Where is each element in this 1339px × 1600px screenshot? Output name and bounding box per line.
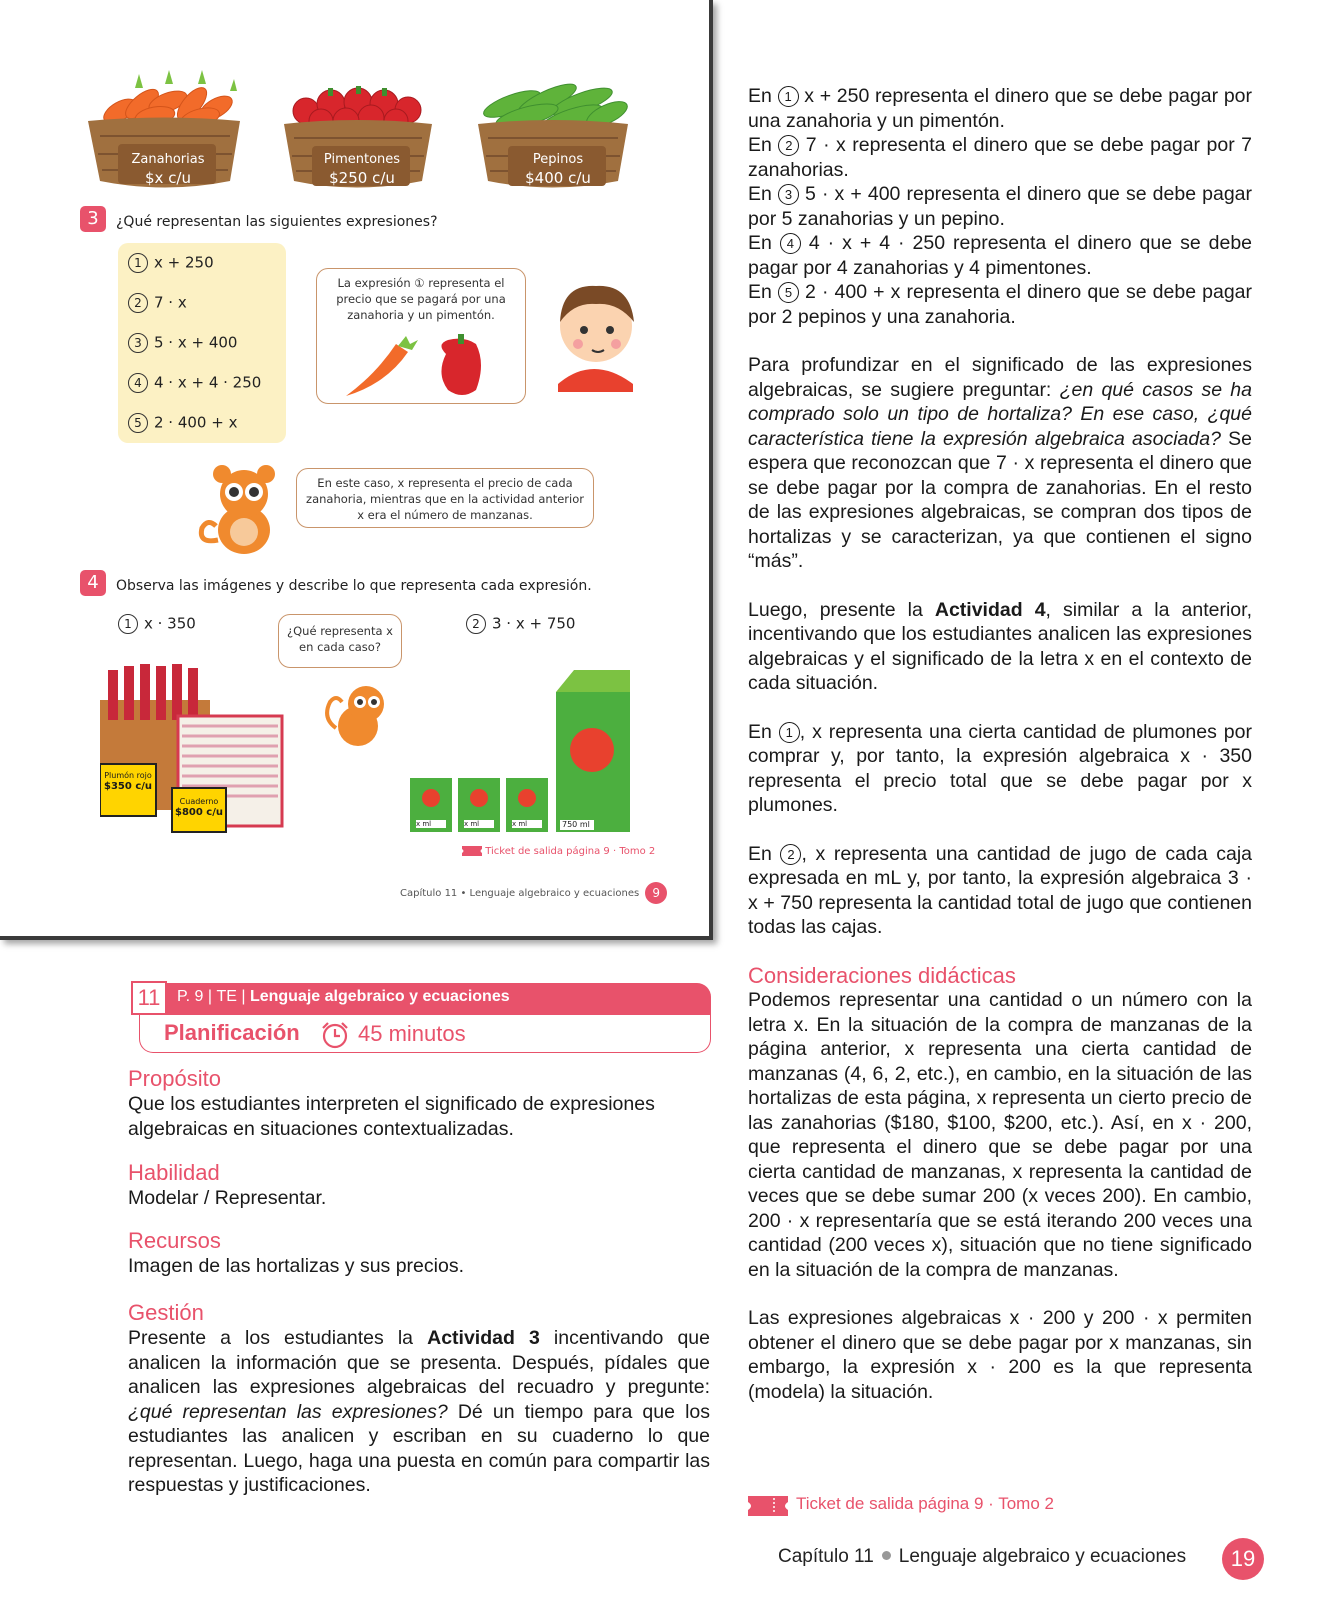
planning-header [131,983,711,1059]
basket-label-pimentones: Pimentones $250 c/u [323,152,401,187]
chapter-number: 11 [131,981,167,1015]
activity-4-expression-2: 2 3 · x + 750 [466,614,575,634]
right-column [748,84,1252,1404]
page-footer [778,1538,1268,1580]
expressions-box [118,243,286,443]
ticket-icon [748,1496,788,1516]
ticket-text: Ticket de salida página 9 · Tomo 2 [796,1494,1054,1513]
paragraph-profundizar: Para profundizar en el significado de las expresiones algebraicas, se sugiere preguntar: ¿en qué casos se ha comprado solo un tipo de hortaliza? En ese caso, ¿qué característica tiene la expresión algebraica asociada? Se espera que reconozcan que 7 · x representa el dinero que se debe pagar por la compra de zanahorias. En el resto de las expresiones algebraicas, se compran dos tipos de hortalizas y se caracterizan, ya que contienen el signo “más”. [748,354,1252,572]
activity-3-question: ¿Qué representan las siguientes expresiones? [116,214,438,230]
proposito-body: Que los estudiantes interpreten el significado de expresiones algebraicas en situaciones contextualizadas. [128,1093,655,1140]
planning-meta: P. 9 | TE | Lenguaje algebraico y ecuaciones [177,988,510,1005]
paragraph-expression-2: En 2 , x representa una cantidad de jugo de cada caja expresada en mL y, por tanto, la expresión algebraica 3 · x + 750 representa la cantidad total de jugo que contienen todas las cajas. [748,842,1253,938]
basket-label-zanahorias: Zanahorias $x c/u [131,152,205,187]
consideraciones-heading: Consideraciones didácticas [748,962,1016,988]
carrot-pepper-icon [336,334,516,400]
item-1: En 1 x + 250 representa el dinero que se debe pagar por una zanahoria y un pimentón. [748,85,1253,132]
juice-small-label-1: x ml [416,820,432,828]
proposito-heading: Propósito [128,1066,221,1091]
recursos-body: Imagen de las hortalizas y sus precios. [128,1255,464,1277]
speech-bubble-expression-1: La expresión ① representa el precio que se pagará por una zanahoria y un pimentón. [316,268,526,404]
planning-top-bar [131,983,711,1015]
page-number: 19 [1222,1538,1264,1580]
basket-label-pepinos: Pepinos $400 c/u [525,152,591,187]
activity-4-expression-1: 1 x · 350 [118,614,196,634]
habilidad-body: Modelar / Representar. [128,1187,327,1209]
tag-plumon: Plumón rojo $350 c/u [104,771,153,792]
alarm-clock-icon [320,1021,350,1049]
activity-3-number: 3 [80,206,106,232]
item-4: En 4 4 · x + 4 · 250 representa el dinero que se debe pagar por 4 zanahorias y 4 pimentones. [748,232,1253,279]
juice-small-label-3: x ml [512,820,528,828]
planning-title: Planificación [164,1020,300,1045]
expression-5: 5 2 · 400 + x [128,413,237,433]
juice-small-label-2: x ml [464,820,480,828]
monkey-character-icon [322,668,398,758]
item-2: En 2 7 · x representa el dinero que se debe pagar por 7 zanahorias. [748,134,1252,181]
expression-2: 2 7 · x [128,293,187,313]
habilidad-heading: Habilidad [128,1160,220,1185]
planning-bottom-bar [139,1015,711,1053]
activity-4-number: 4 [80,570,106,596]
tarsier-character-icon [194,460,290,558]
consideraciones-body: Podemos representar una cantidad o un número con la letra x. En la situación de la compra de manzanas de la página anterior, x representa una cierta cantidad de manzanas (4, 6, 2, etc.), en cambio, en la situación de las hortalizas de esta página, x representa un cierto precio de las zanahorias ($180, $100, $200, etc.). Así, en x · 200, que representa el dinero que se debe pagar por una cierta cantidad de manzanas, x representa la cantidad de veces que se debe sumar 200 (x veces 200). En cambio, 200 · x representaría que se está iterando 200 veces una cantidad (200 veces x), situación que no tiene significado en la situación de la compra de manzanas. [748,989,1252,1281]
speech-bubble-x-meaning: En este caso, x representa el precio de cada zanahoria, mientras que en la actividad anterior x era el número de manzanas. [296,468,594,528]
tag-cuaderno: Cuaderno $800 c/u [174,797,223,818]
juice-large-label: 750 ml [562,820,590,829]
footer-text: Capítulo 11 Lenguaje algebraico y ecuaciones [778,1546,1187,1567]
final-paragraph: Las expresiones algebraicas x · 200 y 200 · x permiten obtener el dinero que se debe pagar por x manzanas, sin embargo, la expresión x · 200 es la que representa (modela) la situación. [748,1307,1252,1403]
item-3: En 3 5 · x + 400 representa el dinero que se debe pagar por 5 zanahorias y un pepino. [748,183,1252,230]
speech-bubble-question: ¿Qué representa x en cada caso? [278,614,402,668]
expression-4: 4 4 · x + 4 · 250 [128,373,261,393]
student-footer: Capítulo 11 • Lenguaje algebraico y ecuaciones 9 [400,882,667,904]
boy-character-icon [548,274,638,392]
paragraph-expression-1: En 1 , x representa una cierta cantidad de plumones por comprar y, por tanto, la expresión algebraica x · 350 representa el precio total que se debe pagar por x plumones. [748,720,1252,816]
student-page-reproduction [0,0,713,940]
expression-1: 1 x + 250 [128,253,214,273]
paragraph-actividad-4: Luego, presente la Actividad 4, similar a la anterior, incentivando que los estudiantes analicen las expresiones algebraicas y el significado de la letra x en el contexto de cada situación. [748,598,1252,694]
student-ticket: Ticket de salida página 9 · Tomo 2 [462,846,655,857]
expression-3: 3 5 · x + 400 [128,333,237,353]
ticket-icon [462,846,482,856]
juice-boxes-icon [410,670,640,840]
item-5: En 5 2 · 400 + x representa el dinero que se debe pagar por 2 pepinos y una zanahoria. [748,281,1252,328]
gestion-heading: Gestión [128,1300,204,1325]
activity-4-question: Observa las imágenes y describe lo que representa cada expresión. [116,578,592,594]
planning-duration: 45 minutos [358,1021,466,1046]
gestion-body: Presente a los estudiantes la Actividad 3 incentivando que analicen la información que se presenta. Después, pídales que analicen las expresiones algebraicas del recuadro y pregunte: ¿qué representan las expresiones? Dé un tiempo para que los estudiantes las analicen y escriban en su cuaderno lo que representan. Luego, haga una puesta en común para compartir las respuestas y justificaciones. [128,1327,710,1496]
recursos-heading: Recursos [128,1228,221,1253]
